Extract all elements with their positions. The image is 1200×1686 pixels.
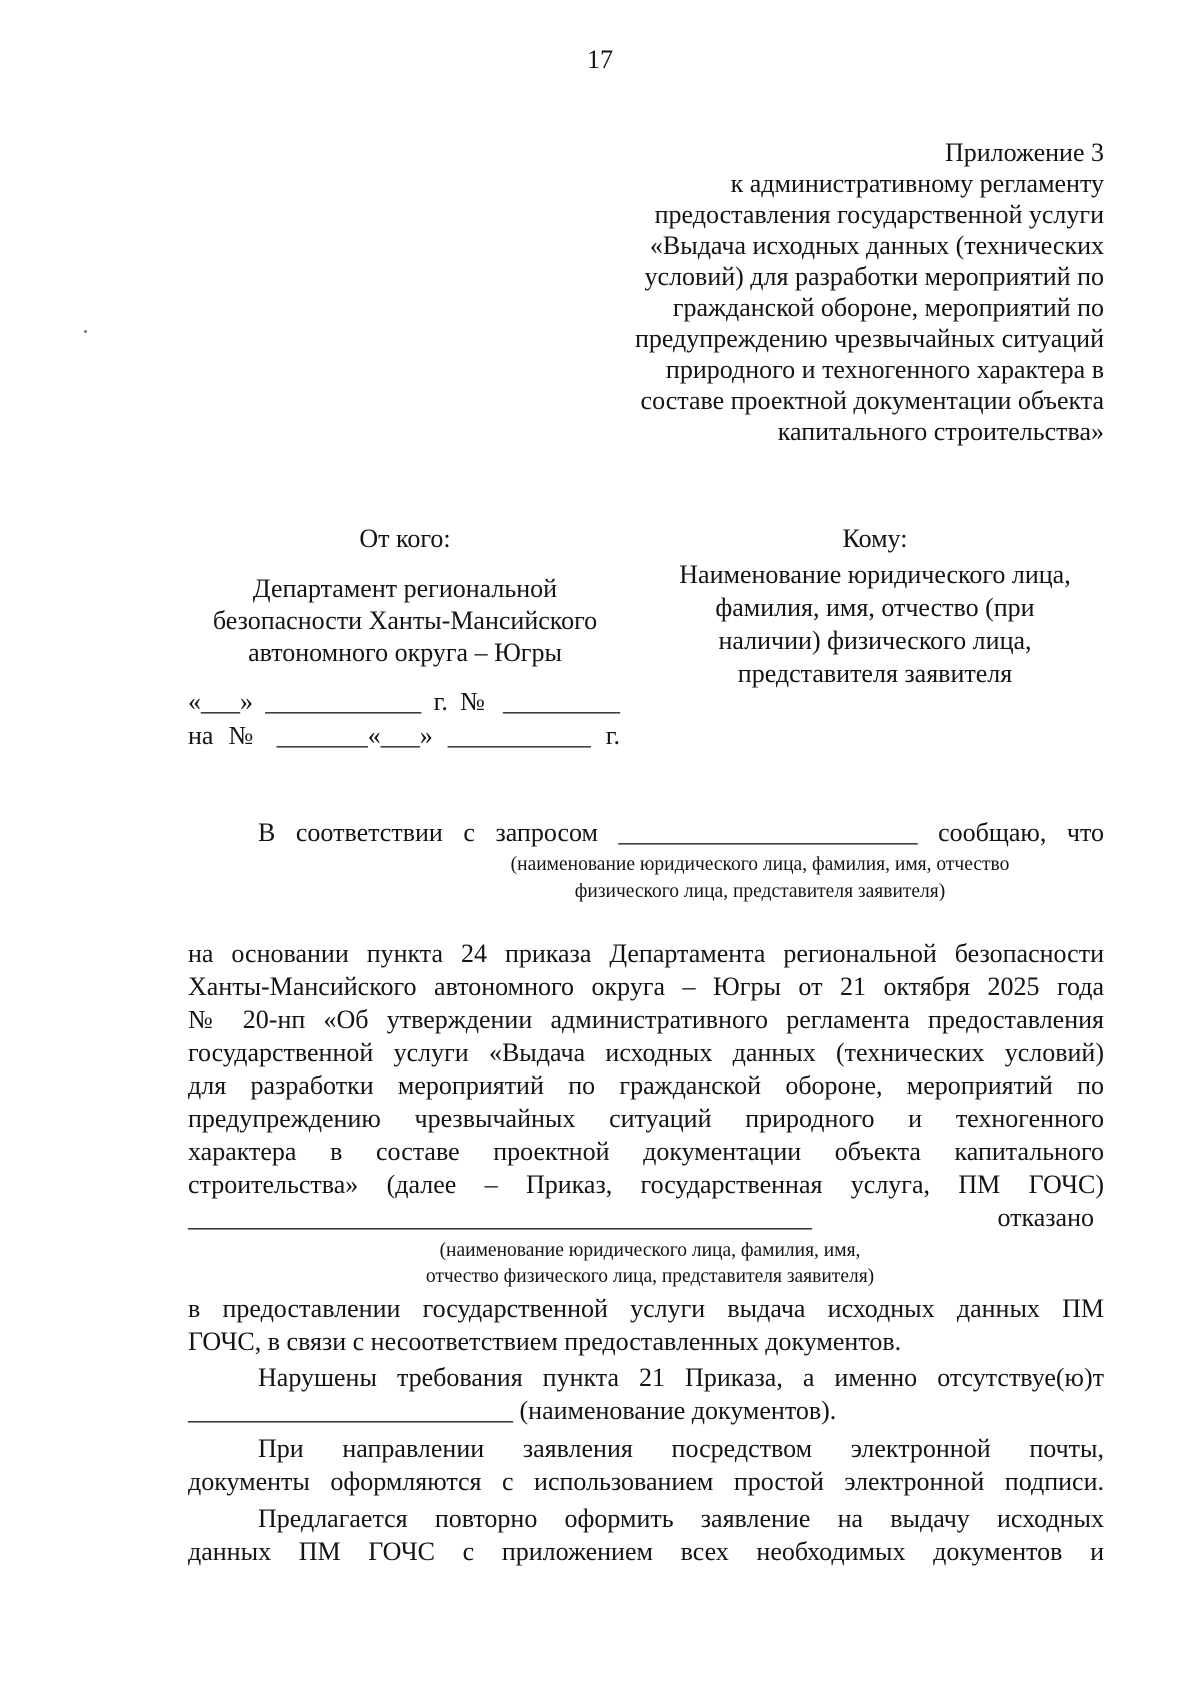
appendix-line: гражданской обороне, мероприятий по: [672, 293, 1104, 322]
request-note-line: (наименование юридического лица, фамилия, имя, отчество: [510, 854, 1010, 875]
from-line: автономного округа – Югры: [248, 638, 562, 667]
body-line: данных ПМ ГОЧС с приложением всех необходимых документов и: [188, 1537, 1104, 1566]
page-number: 17: [587, 45, 613, 74]
to-line: Наименование юридического лица,: [679, 560, 1071, 589]
request-line: В соответствии с запросом _______________________ сообщаю, что: [258, 818, 1104, 847]
appendix-line: капитального строительства»: [777, 417, 1104, 446]
appendix-line: предупреждению чрезвычайных ситуаций: [634, 324, 1104, 353]
from-line: безопасности Ханты-Мансийского: [212, 606, 598, 635]
refused-line: ________________________________________________ отказано: [188, 1203, 1094, 1232]
body-line: для разработки мероприятий по гражданской обороне, мероприятий по: [188, 1071, 1104, 1100]
from-line: Департамент региональной: [252, 574, 558, 603]
incoming-reference: на № _______«___» ___________ г.: [188, 721, 620, 750]
body-line: государственной услуги «Выдача исходных данных (технических условий): [188, 1038, 1104, 1067]
refused-note-line: отчество физического лица, представителя заявителя): [425, 1266, 875, 1287]
body-line: № 20-нп «Об утверждении административного регламента предоставления: [188, 1005, 1104, 1034]
body-line: на основании пункта 24 приказа Департамента региональной безопасности: [188, 939, 1104, 968]
body-line: характера в составе проектной документации объекта капитального: [188, 1137, 1104, 1166]
body-line: При направлении заявления посредством электронной почты,: [258, 1434, 1104, 1463]
appendix-line: природного и техногенного характера в: [665, 355, 1104, 384]
appendix-line: к административному регламенту: [730, 169, 1104, 198]
body-line: ГОЧС, в связи с несоответствием предоставленных документов.: [188, 1327, 902, 1356]
violation-line: Нарушены требования пункта 21 Приказа, а именно отсутствуе(ю)т: [258, 1363, 1104, 1392]
body-line: Ханты-Мансийского автономного округа – Югры от 21 октября 2025 года: [188, 972, 1104, 1001]
to-line: фамилия, имя, отчество (при: [715, 593, 1035, 622]
from-heading: От кого:: [359, 524, 451, 553]
to-line: представителя заявителя: [737, 659, 1013, 688]
to-heading: Кому:: [842, 524, 908, 553]
appendix-line: составе проектной документации объекта: [640, 386, 1104, 415]
body-line: документы оформляются с использованием простой электронной подписи.: [188, 1467, 1104, 1496]
body-line: предупреждению чрезвычайных ситуаций природного и техногенного: [188, 1104, 1104, 1133]
scan-speck: [84, 330, 87, 333]
appendix-line: условий) для разработки мероприятий по: [644, 262, 1104, 291]
documents-line: _________________________ (наименование документов).: [188, 1396, 837, 1425]
body-line: в предоставлении государственной услуги выдача исходных данных ПМ: [188, 1294, 1104, 1323]
request-note-line: физического лица, представителя заявителя): [574, 881, 946, 902]
body-line: Предлагается повторно оформить заявление на выдачу исходных: [258, 1504, 1104, 1533]
outgoing-date-number: «___» ____________ г. № _________: [188, 687, 620, 716]
refused-note-line: (наименование юридического лица, фамилия, имя,: [439, 1240, 861, 1261]
to-line: наличии) физического лица,: [718, 626, 1032, 655]
appendix-line: Приложение 3: [944, 138, 1104, 167]
body-line: строительства» (далее – Приказ, государственная услуга, ПМ ГОЧС): [188, 1170, 1104, 1199]
appendix-line: «Выдача исходных данных (технических: [649, 231, 1104, 260]
appendix-line: предоставления государственной услуги: [654, 200, 1104, 229]
